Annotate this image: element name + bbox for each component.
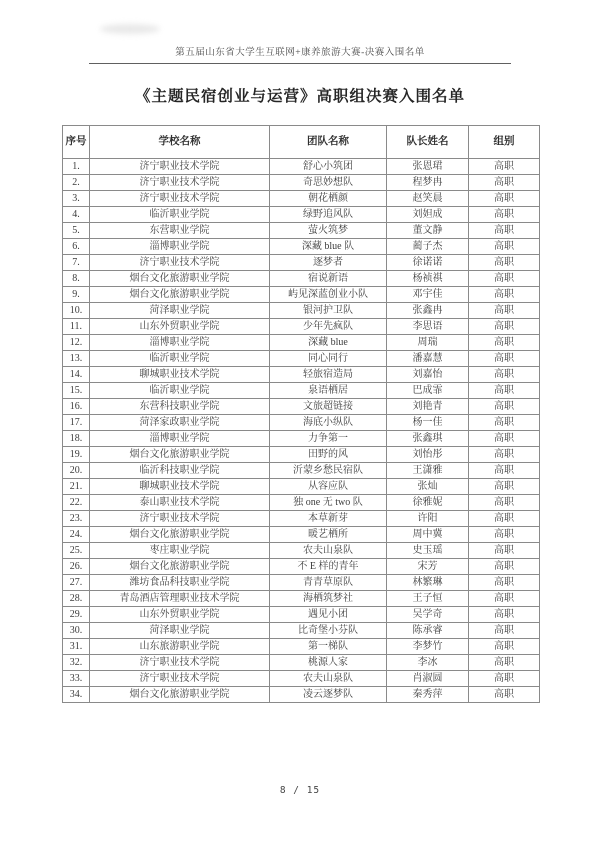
table-cell: 济宁职业技术学院 [90, 191, 270, 207]
finalist-table [62, 125, 540, 703]
table-cell: 比奇堡小芬队 [270, 623, 387, 639]
table-cell: 桃源人家 [270, 655, 387, 671]
table-cell: 淄博职业学院 [90, 239, 270, 255]
table-cell: 33. [63, 671, 90, 687]
table-row [63, 671, 540, 687]
table-cell: 田野的风 [270, 447, 387, 463]
column-header-leader: 队长姓名 [387, 126, 469, 159]
table-cell: 烟台文化旅游职业学院 [90, 527, 270, 543]
table-cell: 沂蒙乡愁民宿队 [270, 463, 387, 479]
table-cell: 高职 [469, 287, 540, 303]
table-cell: 从容应队 [270, 479, 387, 495]
table-cell: 舒心小筑团 [270, 159, 387, 175]
table-cell: 烟台文化旅游职业学院 [90, 447, 270, 463]
table-row [63, 351, 540, 367]
page-title: 《主题民宿创业与运营》高职组决赛入围名单 [134, 88, 465, 105]
table-row [63, 255, 540, 271]
table-row [63, 303, 540, 319]
table-cell: 高职 [469, 431, 540, 447]
table-cell: 济宁职业技术学院 [90, 655, 270, 671]
table-cell: 潘嘉慧 [387, 351, 469, 367]
table-cell: 30. [63, 623, 90, 639]
table-cell: 徐诺诺 [387, 255, 469, 271]
table-cell: 济宁职业技术学院 [90, 511, 270, 527]
table-cell: 巴成霏 [387, 383, 469, 399]
page-number: 8 / 15 [279, 785, 321, 796]
table-row [63, 159, 540, 175]
table-cell: 高职 [469, 367, 540, 383]
table-cell: 凌云逐梦队 [270, 687, 387, 703]
table-cell: 奇思妙想队 [270, 175, 387, 191]
table-cell: 6. [63, 239, 90, 255]
table-cell: 山东外贸职业学院 [90, 319, 270, 335]
table-cell: 吴学奇 [387, 607, 469, 623]
table-cell: 26. [63, 559, 90, 575]
table-cell: 4. [63, 207, 90, 223]
column-header-team: 团队名称 [270, 126, 387, 159]
table-cell: 轻旅宿造局 [270, 367, 387, 383]
table-cell: 临沂职业学院 [90, 207, 270, 223]
table-row [63, 191, 540, 207]
table-cell: 16. [63, 399, 90, 415]
table-cell: 27. [63, 575, 90, 591]
table-cell: 32. [63, 655, 90, 671]
table-cell: 许阳 [387, 511, 469, 527]
table-cell: 烟台文化旅游职业学院 [90, 559, 270, 575]
table-cell: 高职 [469, 255, 540, 271]
table-cell: 菏泽职业学院 [90, 303, 270, 319]
table-cell: 周中冀 [387, 527, 469, 543]
table-cell: 李思语 [387, 319, 469, 335]
table-row [63, 207, 540, 223]
table-cell: 萤火筑梦 [270, 223, 387, 239]
table-cell: 朝花栖颜 [270, 191, 387, 207]
table-cell: 高职 [469, 671, 540, 687]
column-header-group: 组别 [469, 126, 540, 159]
table-cell: 泉语栖居 [270, 383, 387, 399]
table-cell: 秦秀萍 [387, 687, 469, 703]
column-header-school: 学校名称 [90, 126, 270, 159]
table-cell: 23. [63, 511, 90, 527]
table-cell: 高职 [469, 239, 540, 255]
table-row [63, 687, 540, 703]
table-cell: 3. [63, 191, 90, 207]
table-cell: 高职 [469, 575, 540, 591]
table-cell: 高职 [469, 175, 540, 191]
table-cell: 7. [63, 255, 90, 271]
table-cell: 蔺子杰 [387, 239, 469, 255]
header-row [63, 126, 540, 159]
table-header [63, 126, 540, 159]
table-row [63, 479, 540, 495]
table-cell: 高职 [469, 511, 540, 527]
table-row [63, 591, 540, 607]
table-cell: 高职 [469, 319, 540, 335]
table-cell: 烟台文化旅游职业学院 [90, 687, 270, 703]
column-header-index: 序号 [63, 126, 90, 159]
table-row [63, 335, 540, 351]
table-cell: 高职 [469, 191, 540, 207]
table-row [63, 543, 540, 559]
table-cell: 赵笑晨 [387, 191, 469, 207]
table-cell: 25. [63, 543, 90, 559]
table-cell: 东营职业学院 [90, 223, 270, 239]
table-cell: 淄博职业学院 [90, 335, 270, 351]
table-cell: 34. [63, 687, 90, 703]
table-cell: 聊城职业技术学院 [90, 479, 270, 495]
table-cell: 8. [63, 271, 90, 287]
table-cell: 青岛酒店管理职业技术学院 [90, 591, 270, 607]
table-row [63, 463, 540, 479]
table-cell: 高职 [469, 303, 540, 319]
table-cell: 高职 [469, 655, 540, 671]
table-row [63, 575, 540, 591]
table-cell: 海栖筑梦社 [270, 591, 387, 607]
table-cell: 陈承睿 [387, 623, 469, 639]
table-cell: 高职 [469, 639, 540, 655]
table-cell: 淄博职业学院 [90, 431, 270, 447]
table-cell: 王潇雅 [387, 463, 469, 479]
table-cell: 潍坊食品科技职业学院 [90, 575, 270, 591]
table-cell: 周瑞 [387, 335, 469, 351]
table-cell: 本草新芽 [270, 511, 387, 527]
table-cell: 高职 [469, 463, 540, 479]
table-cell: 东营科技职业学院 [90, 399, 270, 415]
table-cell: 第一梯队 [270, 639, 387, 655]
table-cell: 农夫山泉队 [270, 543, 387, 559]
table-row [63, 607, 540, 623]
table-cell: 张恩珺 [387, 159, 469, 175]
table-row [63, 399, 540, 415]
table-cell: 不 E 样的青年 [270, 559, 387, 575]
table-cell: 董文静 [387, 223, 469, 239]
table-cell: 程梦冉 [387, 175, 469, 191]
table-row [63, 415, 540, 431]
table-cell: 暖艺栖所 [270, 527, 387, 543]
table-cell: 高职 [469, 623, 540, 639]
table-cell: 济宁职业技术学院 [90, 175, 270, 191]
table-cell: 枣庄职业学院 [90, 543, 270, 559]
table-cell: 济宁职业技术学院 [90, 255, 270, 271]
table-row [63, 623, 540, 639]
table-row [63, 447, 540, 463]
table-cell: 史玉瑶 [387, 543, 469, 559]
table-cell: 遇见小团 [270, 607, 387, 623]
table-cell: 1. [63, 159, 90, 175]
table-cell: 临沂科技职业学院 [90, 463, 270, 479]
table-cell: 独 one 无 two 队 [270, 495, 387, 511]
table-row [63, 655, 540, 671]
table-cell: 泰山职业技术学院 [90, 495, 270, 511]
table-cell: 青青草原队 [270, 575, 387, 591]
table-cell: 11. [63, 319, 90, 335]
table-cell: 肖淑圆 [387, 671, 469, 687]
table-cell: 17. [63, 415, 90, 431]
table-cell: 12. [63, 335, 90, 351]
table-cell: 2. [63, 175, 90, 191]
table-cell: 高职 [469, 687, 540, 703]
table-cell: 高职 [469, 223, 540, 239]
table-cell: 5. [63, 223, 90, 239]
table-cell: 绿野追风队 [270, 207, 387, 223]
table-cell: 徐雅妮 [387, 495, 469, 511]
table-cell: 烟台文化旅游职业学院 [90, 271, 270, 287]
table-cell: 李梦竹 [387, 639, 469, 655]
table-cell: 高职 [469, 527, 540, 543]
table-cell: 高职 [469, 271, 540, 287]
table-cell: 高职 [469, 447, 540, 463]
table-cell: 14. [63, 367, 90, 383]
table-row [63, 559, 540, 575]
table-body [63, 159, 540, 703]
scan-smudge [100, 24, 160, 34]
table-row [63, 431, 540, 447]
table-cell: 宋芳 [387, 559, 469, 575]
table-cell: 高职 [469, 207, 540, 223]
table-row [63, 175, 540, 191]
table-cell: 农夫山泉队 [270, 671, 387, 687]
table-cell: 刘怡彤 [387, 447, 469, 463]
table-row [63, 383, 540, 399]
table-cell: 聊城职业技术学院 [90, 367, 270, 383]
table-row [63, 495, 540, 511]
table-cell: 24. [63, 527, 90, 543]
table-cell: 高职 [469, 607, 540, 623]
table-row [63, 527, 540, 543]
table-cell: 张灿 [387, 479, 469, 495]
table-cell: 22. [63, 495, 90, 511]
table-cell: 力争第一 [270, 431, 387, 447]
table-cell: 20. [63, 463, 90, 479]
table-cell: 高职 [469, 399, 540, 415]
table-cell: 深藏 blue 队 [270, 239, 387, 255]
table-cell: 林繁琳 [387, 575, 469, 591]
table-cell: 15. [63, 383, 90, 399]
table-cell: 海底小纵队 [270, 415, 387, 431]
table-cell: 刘艳青 [387, 399, 469, 415]
table-cell: 13. [63, 351, 90, 367]
table-cell: 文旅超链接 [270, 399, 387, 415]
table-row [63, 639, 540, 655]
table-cell: 高职 [469, 543, 540, 559]
table-cell: 高职 [469, 335, 540, 351]
table-cell: 杨一佳 [387, 415, 469, 431]
table-row [63, 319, 540, 335]
table-cell: 银河护卫队 [270, 303, 387, 319]
table-cell: 菏泽家政职业学院 [90, 415, 270, 431]
table-cell: 济宁职业技术学院 [90, 159, 270, 175]
table-cell: 逐梦者 [270, 255, 387, 271]
table-cell: 少年先疯队 [270, 319, 387, 335]
table-cell: 山东旅游职业学院 [90, 639, 270, 655]
table-cell: 李冰 [387, 655, 469, 671]
table-cell: 刘妲成 [387, 207, 469, 223]
table-cell: 烟台文化旅游职业学院 [90, 287, 270, 303]
table-cell: 高职 [469, 415, 540, 431]
table-cell: 邓宇佳 [387, 287, 469, 303]
running-header: 第五届山东省大学生互联网+康养旅游大赛-决赛入围名单 [89, 44, 511, 64]
table-cell: 高职 [469, 351, 540, 367]
table-cell: 21. [63, 479, 90, 495]
table-cell: 19. [63, 447, 90, 463]
table-cell: 屿见深蓝创业小队 [270, 287, 387, 303]
table-cell: 29. [63, 607, 90, 623]
table-cell: 王子恒 [387, 591, 469, 607]
table-cell: 临沂职业学院 [90, 351, 270, 367]
table-cell: 高职 [469, 159, 540, 175]
table-row [63, 367, 540, 383]
table-row [63, 511, 540, 527]
table-cell: 菏泽职业学院 [90, 623, 270, 639]
table-row [63, 271, 540, 287]
table-cell: 临沂职业学院 [90, 383, 270, 399]
table-cell: 18. [63, 431, 90, 447]
table-cell: 刘嘉怡 [387, 367, 469, 383]
table-cell: 宿说新语 [270, 271, 387, 287]
table-cell: 高职 [469, 383, 540, 399]
table-cell: 高职 [469, 591, 540, 607]
table-cell: 10. [63, 303, 90, 319]
table-row [63, 223, 540, 239]
table-cell: 9. [63, 287, 90, 303]
table-cell: 杨祯祺 [387, 271, 469, 287]
table-cell: 张鑫冉 [387, 303, 469, 319]
table-row [63, 239, 540, 255]
table-cell: 31. [63, 639, 90, 655]
table-cell: 高职 [469, 479, 540, 495]
table-cell: 济宁职业技术学院 [90, 671, 270, 687]
table-cell: 高职 [469, 559, 540, 575]
table-cell: 28. [63, 591, 90, 607]
table-cell: 深藏 blue [270, 335, 387, 351]
table-cell: 山东外贸职业学院 [90, 607, 270, 623]
table-cell: 张鑫琪 [387, 431, 469, 447]
table-row [63, 287, 540, 303]
table-cell: 高职 [469, 495, 540, 511]
table-cell: 同心同行 [270, 351, 387, 367]
